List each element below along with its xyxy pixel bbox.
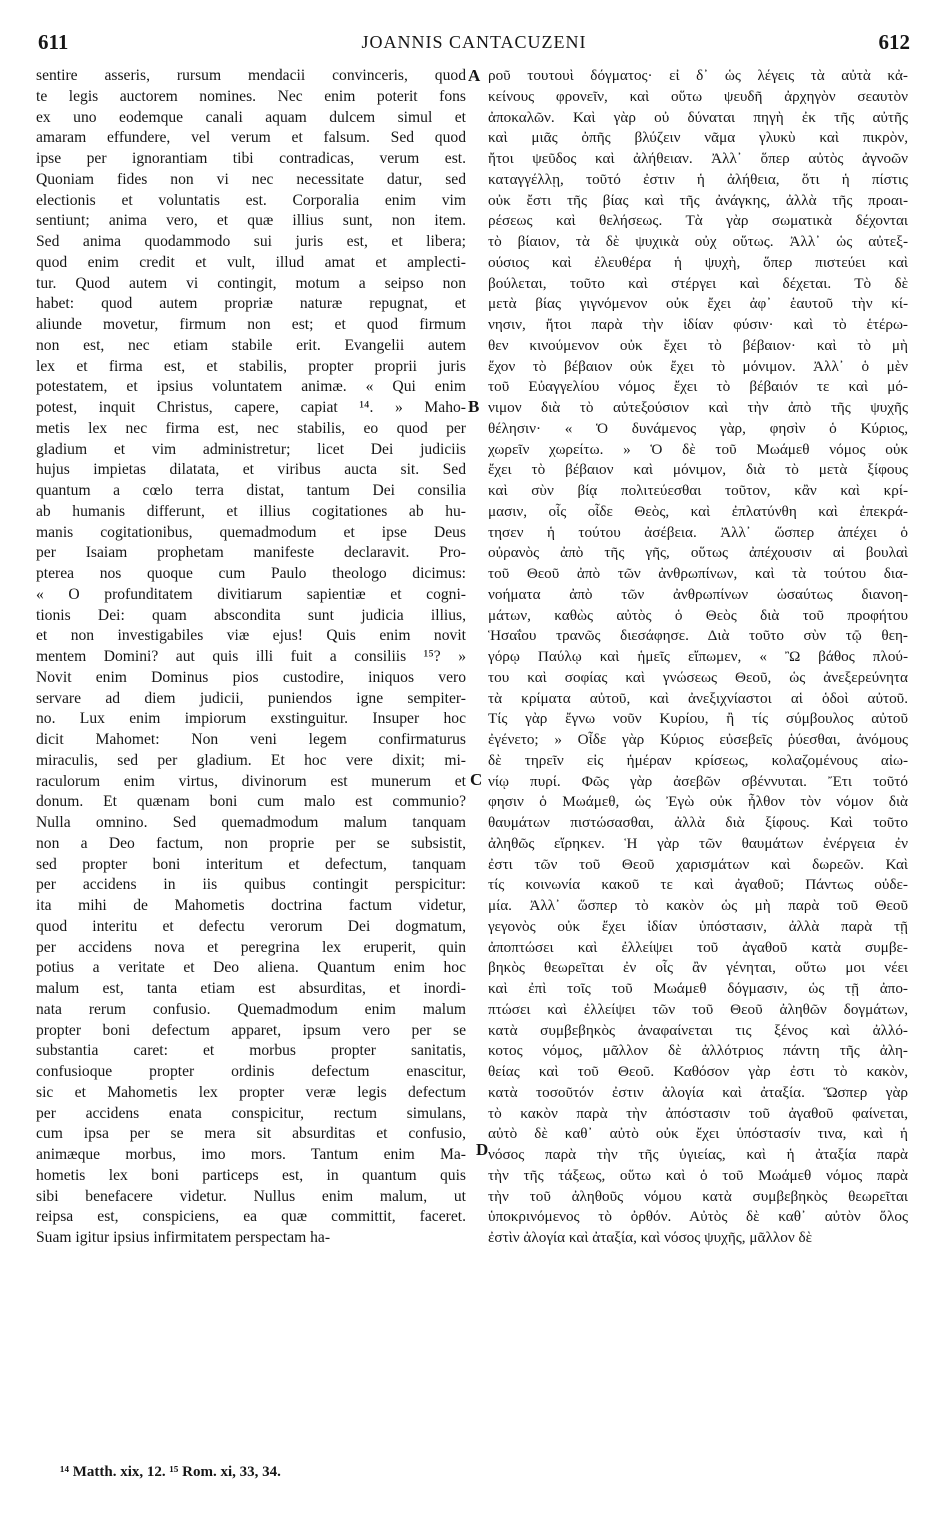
text-line: « O profunditatem divitiarum sapientiæ et cogni-: [36, 585, 466, 603]
text-line: manis cogitationibus, quemadmodum et ipse Deus: [36, 523, 466, 541]
text-line: θεν κινούμενον οὐκ ἔχει τὸ βέβαιον· καὶ τὸ μὴ: [488, 336, 908, 354]
text-line: substantia caret: et morbus propter sanitatis,: [36, 1042, 466, 1060]
text-line: donum. Et quænam boni cum malo est communio?: [36, 793, 466, 811]
text-line: βούλεται, τοῦτο καὶ στέργει καὶ δέχεται. Τὸ δὲ: [488, 274, 908, 292]
text-line: potestatem, et ipsius voluntatem animæ. « Qui enim: [36, 378, 466, 396]
text-line: no. Lux enim impiorum exstinguitur. Insuper hoc: [36, 710, 466, 728]
text-line: per accidens nova et peregrina lex eruperit, quin: [36, 938, 466, 956]
text-line: servare ad diem judicii, puniendos igne sempiter-: [36, 689, 466, 707]
text-line: καὶ σὺν βίᾳ πολιτεύεσθαι τοῦτον, κἂν καὶ κρί-: [488, 482, 908, 499]
text-line: dicit Mahomet: Non veni legem confirmaturus: [36, 731, 466, 748]
text-line: Sed anima quodammodo sui juris est, et libera;: [36, 233, 466, 250]
text-line: θέλησιν· « Ὁ δυνάμενος γὰρ, φησὶν ὁ Κύριος,: [488, 419, 908, 437]
page-number-right: 612: [878, 30, 910, 54]
text-line: τὴν τοῦ ἀληθοῦς νόμου κατὰ συμβεβηκὸς θεωρεῖται: [488, 1187, 908, 1205]
text-line: ὑποκρινόμενος τὸ ὀρθόν. Αὐτὸς δὲ καθ᾽ αὐτὸν ὅλος: [488, 1208, 908, 1226]
text-line: νίῳ πυρί. Φῶς γὰρ ἀσεβῶν σβέννυται. Ἔτι τοῦτό: [488, 772, 908, 790]
text-line: μία. Ἀλλ᾽ ὥσπερ τὸ κακὸν ὡς μὴ παρὰ τοῦ Θεοῦ: [488, 897, 908, 914]
text-line: κοτος νόμος, μᾶλλον δὲ ἀλλότριος πάντη τῆς ἀλη-: [488, 1042, 908, 1060]
text-line: ἔχον τὸ βέβαιον οὐκ ἔχει τὸ μόνιμον. Ἀλλ᾽ ὁ μὲν: [488, 357, 908, 375]
text-line: καταγγέλλῃ, τοῦτό ἐστιν ἡ ἀλήθεια, ὅτι ἡ πίστις: [488, 170, 908, 188]
text-line: potius a veritate et Deo aliena. Quantum enim hoc: [36, 959, 466, 977]
text-line: potest, inquit Christus, capere, capiat ¹⁴. » Maho-: [36, 399, 466, 416]
text-line: οὐρανὸς ἀπὸ τῆς γῆς, οὕτως ἀπέχουσιν αἱ βουλαὶ: [488, 544, 908, 562]
text-line: τοῦ Θεοῦ ἀπὸ τῶν ἀνθρωπίνων, καὶ τὰ τούτου δια-: [488, 565, 908, 582]
text-line: γόρῳ Παύλῳ καὶ ἡμεῖς εἴπωμεν, « Ὢ βάθος πλού-: [488, 648, 908, 665]
text-line: pterea nos quoque cum Paulo theologo dicimus:: [36, 565, 466, 582]
text-line: Suam igitur ipsius infirmitatem perspectam ha-: [36, 1229, 331, 1246]
text-line: τὸ κακὸν παρὰ τὴν ἀπόστασιν τοῦ ἀγαθοῦ φαίνεται,: [488, 1104, 908, 1122]
text-line: ipse per ignorantiam tibi contradicas, verum est.: [36, 150, 466, 167]
text-line: Τίς γὰρ ἔγνω νοῦν Κυρίου, ἢ τίς σύμβουλος αὐτοῦ: [488, 710, 908, 728]
page-header: [38, 30, 910, 58]
text-line: per accidens in iis quibus contingit perspicitur:: [36, 876, 466, 894]
text-line: του καὶ σοφίας καὶ γνώσεως Θεοῦ, ὡς ἀνεξερεύνητα: [488, 668, 908, 686]
text-line: νοήματα ἀπὸ τῶν ἀνθρωπίνων ὡσαύτως διανοη-: [488, 585, 908, 603]
text-line: malum est, tanta etiam est absurditas, et inordi-: [36, 980, 466, 997]
text-line: propter boni defectum apparet, ipsum vero per se: [36, 1021, 466, 1039]
text-line: κατὰ τοσοῦτόν ἐστιν ἀλογία καὶ ἀταξία. Ὥσπερ γὰρ: [488, 1083, 908, 1101]
text-line: τὴν τῆς τάξεως, οὕτω καὶ ὁ τοῦ Μωάμεθ νόμος παρὰ: [488, 1166, 908, 1184]
text-line: τοῦ Εὐαγγελίου νόμος ἔχει τὸ βέβαιόν τε καὶ μό-: [488, 378, 908, 396]
text-line: reipsa est, conspiciens, ea quæ committit, faceret.: [36, 1208, 466, 1226]
text-line: μάτων, καθὼς αὐτὸς ὁ Θεὸς διὰ τοῦ προφήτου: [488, 606, 908, 624]
section-marker-c: C: [470, 770, 483, 789]
text-line: χωρεῖν χωρείτω. » Ὁ δὲ τοῦ Μωάμεθ νόμος οὐκ: [488, 440, 908, 458]
text-line: per accidens enata conspicitur, rectum simulans,: [36, 1104, 466, 1122]
text-line: ex uno eodemque canali aquam dulcem simul et: [36, 108, 466, 126]
text-line: Nulla omnino. Sed quemadmodum malum tanquam: [36, 814, 466, 831]
text-line: ἀληθῶς εἴρηκεν. Ἡ γὰρ τῶν θαυμάτων ἐνέργεια ἐν: [488, 834, 908, 852]
text-line: νιμον διὰ τὸ αὐτεξούσιον καὶ τὴν ἀπὸ τῆς ψυχῆς: [488, 399, 908, 416]
text-line: τὰ κρίματα αὐτοῦ, καὶ ἀνεξιχνίαστοι αἱ ὁδοὶ αὐτοῦ.: [488, 689, 908, 707]
text-line: τίς κοινωνία κακοῦ τε καὶ ἀγαθοῦ; Πάντως οὐδε-: [488, 876, 908, 894]
text-line: cum ipsa per se mera sit absurditas et confusio,: [36, 1125, 466, 1143]
text-line: per Isaiam prophetam manifeste declaravit. Pro-: [36, 544, 466, 562]
text-line: ἐγένετο; » Οἶδε γὰρ Κύριος εὐσεβεῖς ῥύεσθαι, ἀνόμους: [488, 731, 908, 748]
text-line: habet: quod autem propriæ naturæ repugnat, et: [36, 295, 466, 313]
text-line: Quoniam fides non vi nec necessitate datur, sed: [36, 170, 466, 188]
text-line: ἀποκαλῶν. Καὶ γὰρ οὐ δύναται πηγὴ ἐκ τῆς αὐτῆς: [488, 108, 908, 126]
text-line: ab humanis differunt, et illius cogitationes ab hu-: [36, 502, 466, 520]
text-line: miraculis, sed per gladium. Et hoc vere dixit; mi-: [36, 751, 466, 769]
text-line: lex et firma est, et stabilis, propter proprii juris: [36, 357, 466, 375]
section-marker-d: D: [476, 1140, 489, 1159]
text-line: Novit enim Dominus pios custodire, iniquos vero: [36, 668, 466, 686]
text-line: tionis Dei: quam abscondita sunt judicia illius,: [36, 606, 466, 624]
text-line: νησιν, ἤτοι παρὰ τὴν ἰδίαν φύσιν· καὶ τὸ ἑτέρω-: [488, 316, 908, 333]
section-marker-a: A: [468, 66, 481, 85]
text-line: non a Deo factum, non proprie per se subsistit,: [36, 834, 466, 852]
text-line: ἤτοι ψεῦδος καὶ ἀλήθειαν. Ἀλλ᾽ ὅπερ αὐτὸς ἀγνοῶν: [488, 150, 908, 167]
text-line: πτώσει καὶ ἐλλείψει τῶν τοῦ Θεοῦ ἀληθῶν δογμάτων,: [488, 1000, 908, 1018]
text-line: animæque morbus, imo mors. Tantum enim Ma-: [36, 1146, 466, 1163]
text-line: βηκὸς θεωρεῖται ἐν οἷς ἂν γένηται, οὕτω μοι νέει: [488, 959, 908, 977]
text-line: nata rerum confusio. Quemadmodum enim malum: [36, 1000, 466, 1018]
text-line: ἀποπτώσει καὶ ἐλλείψει τοῦ ἀγαθοῦ κατὰ συμβε-: [488, 938, 908, 956]
text-line: ἐστι τῶν τοῦ Θεοῦ χαρισμάτων καὶ δωρεῶν. Καὶ: [488, 855, 908, 873]
text-line: θείας καὶ τοῦ Θεοῦ. Καθόσον γὰρ ἐστι τὸ κακὸν,: [488, 1063, 908, 1080]
text-line: hujus impietas dilatata, et viribus aucta sit. Sed: [36, 461, 466, 479]
text-line: ρέσεως καὶ θελήσεως. Τὰ γὰρ σωματικὰ δέχονται: [488, 212, 908, 230]
text-line: ροῦ τουτουὶ δόγματος· εἰ δ᾽ ὡς λέγεις τὰ αὐτὰ κἀ-: [488, 67, 908, 84]
text-line: sentire asseris, rursum mendacii convinceris, quod: [36, 67, 466, 84]
text-line: ούσιος καὶ ἐλευθέρα ἡ ψυχὴ, ὅπερ πιστεύει καὶ: [488, 253, 908, 271]
text-line: electionis et voluntatis est. Corporalia enim vim: [36, 191, 466, 209]
page-number-left: 611: [38, 30, 69, 54]
text-line: mentem Domini? aut quis illi fuit a consiliis ¹⁵? »: [36, 648, 466, 665]
text-line: quod enim credit et vult, illud amat et amplecti-: [36, 253, 466, 271]
latin-column: [36, 66, 466, 1446]
text-line: et non investigabiles viæ ejus! Quis enim novit: [36, 627, 466, 645]
text-line: Ἡσαΐου τρανῶς διεσάφησε. Διὰ τοῦτο σὺν τῷ θεη-: [488, 627, 908, 645]
text-line: quantum a cœlo terra distat, tantum Dei consilia: [36, 482, 466, 499]
text-line: κατὰ συμβεβηκὸς ἀναφαίνεται τις ξένος καὶ ἀλλό-: [488, 1021, 908, 1039]
text-line: καὶ ἐπὶ τοῖς τοῦ Μωάμεθ δόγμασιν, ὡς τῇ ἀπο-: [488, 980, 908, 997]
text-line: μασιν, οἷς οἶδε Θεὸς, καὶ ἐπλατύνθη καὶ ἐπεκρά-: [488, 502, 908, 520]
greek-column: [488, 66, 908, 1446]
section-marker-b: B: [468, 397, 480, 416]
text-line: sibi benefacere videtur. Nullus enim malum, ut: [36, 1187, 466, 1205]
text-line: sic et Mahometis lex propter veræ legis defectum: [36, 1083, 466, 1101]
text-line: tur. Quod autem vi contingit, motum a seipso non: [36, 274, 466, 292]
text-line: κείνους φρονεῖν, καὶ οὕτω ψευδῆ ἀρχηγὸν σεαυτὸν: [488, 87, 908, 105]
running-title: JOANNIS CANTACUZENI: [361, 32, 587, 52]
text-line: μετὰ βίας γιγνόμενον οὐκ ἔχει ἀφ᾽ ἑαυτοῦ τὴν κί-: [488, 295, 908, 313]
text-line: οὐκ ἔστι τῆς βίας καὶ τῆς ἀνάγκης, ἀλλὰ τῆς προαι-: [488, 191, 908, 209]
text-line: amaram effundere, vel verum et falsum. Sed quod: [36, 129, 466, 147]
text-line: hometis lex boni particeps est, in quantum quis: [36, 1166, 466, 1184]
text-line: te legis auctorem nomines. Nec enim poterit fons: [36, 87, 466, 105]
text-line: aliunde movetur, firmum non est; et quod firmum: [36, 316, 466, 333]
text-line: φησιν ὁ Μωάμεθ, ὡς Ἐγὼ οὐκ ἦλθον τὸν νόμον διὰ: [488, 793, 908, 811]
text-line: ita mihi de Mahometis doctrina factum videtur,: [36, 897, 466, 914]
text-line: θαυμάτων πιστώσασθαι, ἀλλὰ διὰ ξίφους. Καὶ τοῦτο: [488, 814, 908, 831]
text-line: confusioque propter ordinis defectum enascitur,: [36, 1063, 466, 1080]
text-line: metis lex nec firma est, nec stabilis, eo quod per: [36, 419, 466, 437]
text-line: ἐστὶν ἀλογία καὶ ἀταξία, καὶ νόσος ψυχῆς, μᾶλλον δὲ: [488, 1229, 813, 1246]
text-line: νόσος παρὰ τὴν τῆς ὑγιείας, καὶ ἡ ἀταξία παρὰ: [488, 1146, 908, 1163]
text-line: ἔχει τὸ βέβαιον καὶ μόνιμον, διὰ τὸ μετὰ ξίφους: [488, 461, 908, 479]
text-line: γεγονὸς οὐκ ἔχει ἰδίαν ὑπόστασιν, ἀλλὰ παρὰ τῇ: [488, 917, 908, 935]
text-line: τὸ βίαιον, τὰ δὲ ψυχικὰ οὐχ οὕτως. Ἀλλ᾽ ὡς αὐτεξ-: [488, 233, 908, 250]
text-line: τησεν ἡ τούτου ἀσέβεια. Ἀλλ᾽ ὥσπερ ἀπέχει ὁ: [488, 523, 908, 541]
text-line: καὶ μιᾶς ὀπῆς βλύζειν νᾶμα γλυκὺ καὶ πικρὸν,: [488, 129, 908, 147]
text-line: sentiunt; anima vero, et quæ illius sunt, non item.: [36, 212, 466, 230]
text-line: quod interitu et defectu verorum Dei dogmatum,: [36, 917, 466, 935]
text-line: non est, nec etiam stabile erit. Evangelii autem: [36, 336, 466, 354]
text-line: gladium et vim administretur; licet Dei judiciis: [36, 440, 466, 458]
text-line: αὐτὸ δὲ καθ᾽ αὐτὸ οὐκ ἔχει ὑπόστασίν τινα, καὶ ἡ: [488, 1125, 908, 1143]
text-line: δὲ τηρεῖν εἰς ἡμέραν κρίσεως, κολαζομένους αἰω-: [488, 751, 908, 769]
footnotes: ¹⁴ Matth. xix, 12. ¹⁵ Rom. xi, 33, 34.: [60, 1464, 281, 1480]
text-line: sed propter boni interitum et defectum, tanquam: [36, 855, 466, 873]
text-line: raculorum enim virtus, divinorum est munerum et: [36, 772, 466, 790]
